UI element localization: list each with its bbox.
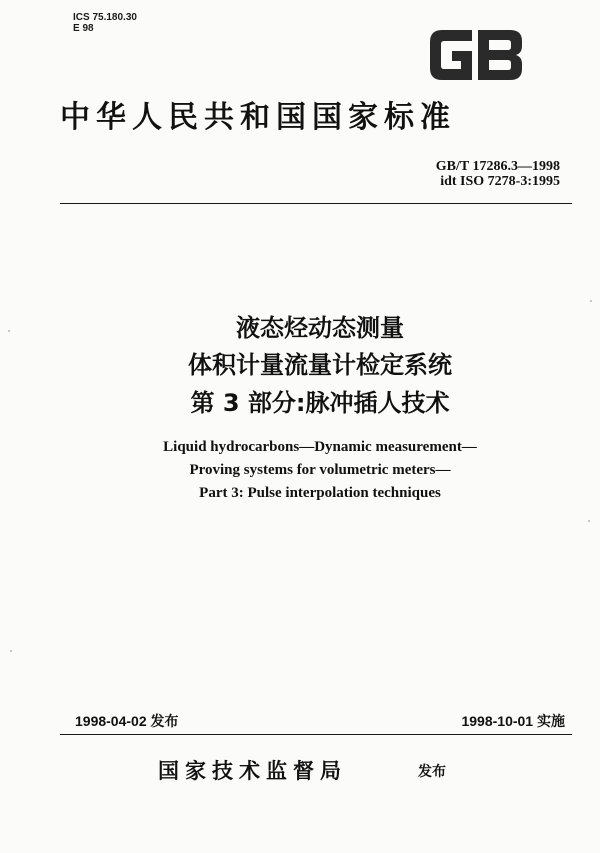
gb-logo-graphic — [424, 24, 528, 86]
issue-date: 1998-04-02 发布 — [75, 713, 179, 729]
title-en-line2: Proving systems for volumetric meters— — [189, 462, 451, 478]
standard-number: GB/T 17286.3—1998 — [435, 159, 560, 174]
title-cn-line2: 体积计量流量计检定系统 — [188, 351, 452, 379]
classification-codes — [73, 12, 137, 34]
title-en-line1: Liquid hydrocarbons—Dynamic measurement— — [163, 439, 477, 455]
ics-code: ICS 75.180.30 — [73, 12, 137, 23]
gb-logo — [424, 24, 528, 86]
header-divider — [60, 203, 572, 204]
scan-speck — [8, 330, 10, 332]
scan-speck — [10, 650, 12, 652]
title-en-line3: Part 3: Pulse interpolation techniques — [199, 485, 441, 501]
title-cn-line1: 液态烃动态测量 — [236, 314, 404, 342]
footer-divider — [60, 734, 572, 735]
publish-label: 发布 — [418, 764, 446, 780]
scan-speck — [590, 300, 592, 302]
publishing-agency: 国家技术监督局 — [158, 758, 347, 783]
effective-date: 1998-10-01 实施 — [461, 713, 565, 729]
scan-speck — [588, 520, 590, 522]
gb-logo-text — [528, 24, 529, 25]
title-cn-line3: 第 3 部分:脉冲插人技术 — [190, 389, 450, 417]
iso-equivalent: idt ISO 7278-3:1995 — [440, 174, 560, 189]
national-standard-banner: 中华人民共和国国家标准 — [60, 100, 456, 135]
ccs-code: E 98 — [73, 23, 94, 34]
